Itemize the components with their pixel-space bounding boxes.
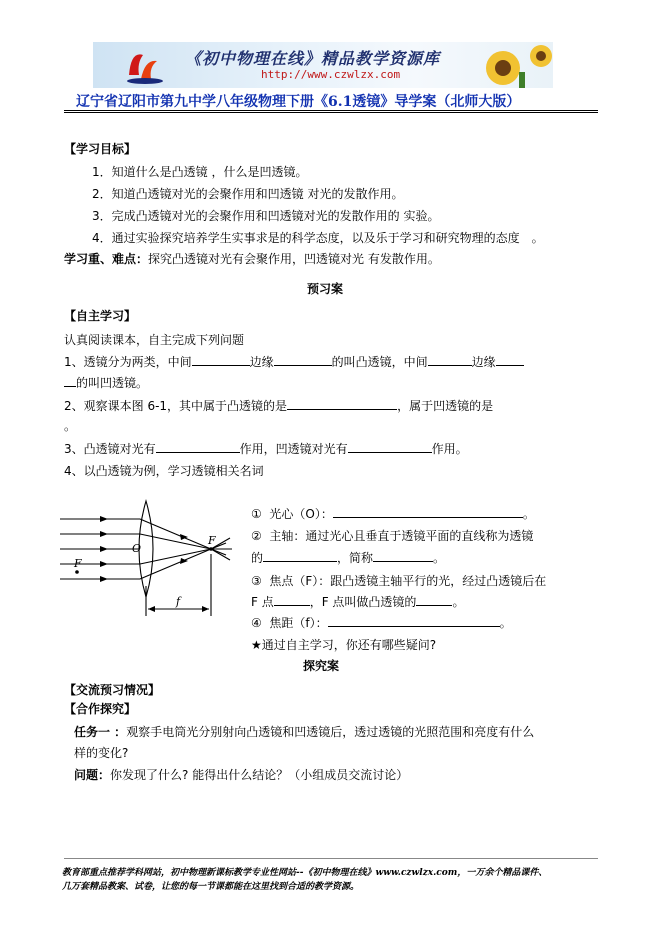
answer-blank[interactable] xyxy=(263,549,337,562)
coop-heading: 【合作探究】 xyxy=(64,702,137,716)
goal-item: 3．完成凸透镜对光的会聚作用和凹透镜对光的发散作用的 实验。 xyxy=(92,209,440,223)
answer-blank[interactable] xyxy=(333,505,523,518)
goal-item: 1．知道什么是凸透镜 ，什么是凹透镜。 xyxy=(92,165,308,179)
exchange-heading: 【交流预习情况】 xyxy=(64,683,161,697)
answer-blank[interactable] xyxy=(496,353,524,366)
answer-blank[interactable] xyxy=(156,440,240,453)
term-principal-axis: ② 主轴：通过光心且垂直于透镜平面的直线称为透镜 xyxy=(251,529,534,543)
goal-item: 2．知道凸透镜对光的会聚作用和凹透镜 对光的发散作用。 xyxy=(92,187,404,201)
banner-url[interactable]: http://www.czwlzx.com xyxy=(261,68,401,81)
answer-blank[interactable] xyxy=(348,440,432,453)
document-title: 辽宁省辽阳市第九中学八年级物理下册《6.1透镜》导学案（北师大版） xyxy=(76,94,521,110)
answer-blank[interactable] xyxy=(428,353,472,366)
footer-rule xyxy=(64,858,598,859)
self-study-intro: 认真阅读课本，自主完成下列问题 xyxy=(64,333,245,347)
key-points-label: 学习重、难点： xyxy=(64,252,149,266)
sunflower-image xyxy=(463,42,553,88)
answer-blank[interactable] xyxy=(328,614,500,627)
term-focal-length: ④ 焦距（f）： 。 xyxy=(251,616,512,630)
term-principal-axis-cont: 的 ，简称 。 xyxy=(251,551,446,565)
site-logo xyxy=(123,45,169,85)
term-focal-point-cont: F 点 ，F 点叫做凸透镜的 。 xyxy=(251,595,465,609)
convex-lens-diagram xyxy=(60,496,240,620)
self-study-question: ★通过自主学习，你还有哪些疑问? xyxy=(251,638,437,652)
self-study-heading: 【自主学习】 xyxy=(64,309,137,323)
banner-title: 《初中物理在线》精品教学资源库 xyxy=(185,49,441,68)
task-one: 任务一 ：观察手电筒光分别射向凸透镜和凹透镜后，透过透镜的光照范围和亮度有什么 xyxy=(74,725,535,739)
answer-blank[interactable] xyxy=(64,374,76,387)
question-2-end: 。 xyxy=(64,419,77,433)
answer-blank[interactable] xyxy=(416,593,452,606)
question-1-cont: 的叫凹透镜。 xyxy=(64,374,148,391)
focal-length-label: f xyxy=(176,595,181,608)
answer-blank[interactable] xyxy=(274,353,332,366)
focus-left-label: F xyxy=(74,557,82,570)
question-4: 4、以凸透镜为例，学习透镜相关名词 xyxy=(64,464,264,478)
title-rule xyxy=(64,110,598,111)
optical-center-label: O xyxy=(132,542,142,555)
task-one-cont: 样的变化? xyxy=(74,746,129,760)
explore-heading: 探究案 xyxy=(303,659,340,673)
key-points-text: 探究凸透镜对光有会聚作用，凹透镜对光 有发散作用。 xyxy=(148,252,440,266)
header-banner xyxy=(93,42,553,88)
footer-line-1: 教育部重点推荐学科网站，初中物理新课标教学专业性网站--《初中物理在线》www.czwlzx.com，一万余个精品课件、 xyxy=(62,868,548,878)
term-optical-center: ① 光心（O）： 。 xyxy=(251,507,535,521)
explore-question: 问题：你发现了什么? 能得出什么结论？（小组成员交流讨论） xyxy=(74,768,409,782)
answer-blank[interactable] xyxy=(274,593,310,606)
term-focal-point: ③ 焦点（F）：跟凸透镜主轴平行的光，经过凸透镜后在 xyxy=(251,574,547,588)
title-rule-2 xyxy=(64,112,598,113)
answer-blank[interactable] xyxy=(192,353,250,366)
goals-heading: 【学习目标】 xyxy=(64,142,137,156)
answer-blank[interactable] xyxy=(373,549,433,562)
focus-right-label: F xyxy=(208,534,216,547)
question-2: 2、观察课本图 6-1，其中属于凸透镜的是 ，属于凹透镜的是 xyxy=(64,399,494,413)
footer-line-2: 几万套精品教案、试卷，让您的每一节课都能在这里找到合适的教学资源。 xyxy=(62,882,360,892)
preview-heading: 预习案 xyxy=(307,282,344,296)
answer-blank[interactable] xyxy=(287,397,397,410)
question-1: 1、透镜分为两类，中间 边缘 的叫凸透镜，中间 边缘 xyxy=(64,353,524,370)
goal-item: 4．通过实验探究培养学生实事求是的科学态度，以及乐于学习和研究物理的态度 。 xyxy=(92,231,544,245)
question-3: 3、凸透镜对光有 作用，凹透镜对光有 作用。 xyxy=(64,442,468,456)
